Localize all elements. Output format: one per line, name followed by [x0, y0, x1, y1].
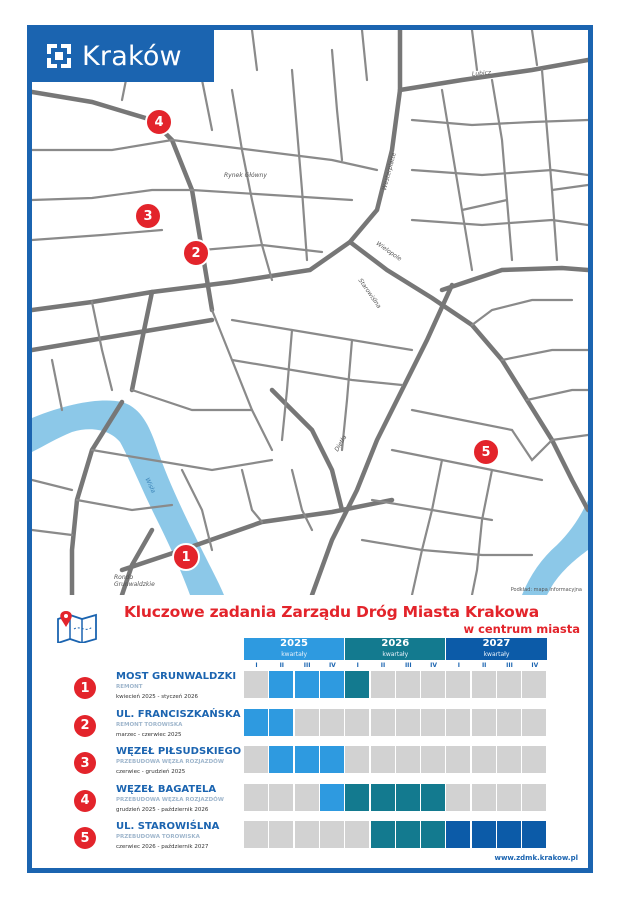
task-subtitle: PRZEBUDOWA TOROWISKA — [116, 834, 200, 840]
schedule-cell — [396, 746, 420, 773]
map-marker-1[interactable]: 1 — [172, 543, 200, 571]
schedule-cell-active — [421, 784, 445, 811]
task-dates: czerwiec 2026 - październik 2027 — [116, 844, 209, 850]
river-right — [522, 500, 588, 595]
quarter-label: II — [279, 662, 285, 669]
schedule-cell — [396, 671, 420, 698]
schedule-cell — [522, 746, 546, 773]
poster — [27, 25, 593, 873]
schedule-cell — [446, 746, 470, 773]
schedule-cell-active — [396, 821, 420, 848]
task-name: UL. FRANCISZKAŃSKA — [116, 708, 241, 720]
schedule-cell — [421, 671, 445, 698]
schedule-cell — [497, 746, 521, 773]
schedule-cell — [497, 784, 521, 811]
street-label-lubicz: Lubicz — [471, 69, 492, 78]
schedule-cell-active — [345, 784, 369, 811]
map-folded-icon — [54, 609, 100, 647]
schedule-cell-active — [345, 671, 369, 698]
quarters-word: kwartały — [382, 651, 409, 658]
schedule-cell — [345, 746, 369, 773]
schedule-cell — [269, 821, 293, 848]
schedule-cell — [522, 784, 546, 811]
logo-text: Kraków — [82, 40, 182, 72]
schedule-cell — [295, 784, 319, 811]
task-number-badge: 5 — [74, 827, 96, 849]
map-marker-3[interactable]: 3 — [134, 202, 162, 230]
schedule-cell — [371, 709, 395, 736]
schedule-cell-active — [320, 784, 344, 811]
task-subtitle: REMONT — [116, 684, 143, 690]
schedule-cell-active — [320, 746, 344, 773]
schedule-cell-active — [396, 784, 420, 811]
website-link[interactable]: www.zdmk.krakow.pl — [494, 854, 578, 862]
map-marker-5[interactable]: 5 — [472, 438, 500, 466]
year-label: 2026 — [381, 638, 410, 649]
task-dates: czerwiec - grudzień 2025 — [116, 769, 186, 775]
task-number-badge: 3 — [74, 752, 96, 774]
street-label-rynek: Rynek Główny — [224, 172, 267, 179]
task-number-badge: 4 — [74, 790, 96, 812]
quarter-label: I — [255, 662, 258, 669]
schedule-cell — [244, 784, 268, 811]
schedule-cell-active — [522, 821, 546, 848]
schedule-cell-active — [421, 821, 445, 848]
quarter-label: IV — [328, 662, 336, 669]
quarter-label: III — [303, 662, 311, 669]
schedule-cell-active — [295, 746, 319, 773]
year-header-2 — [446, 638, 546, 660]
schedule-cell — [497, 671, 521, 698]
quarter-label: I — [457, 662, 460, 669]
schedule-cell — [522, 709, 546, 736]
schedule-cell — [396, 709, 420, 736]
street-label-wielopole: Wielopole — [374, 240, 403, 263]
schedule-cell — [371, 746, 395, 773]
task-name: WĘZEŁ BAGATELA — [116, 783, 217, 795]
schedule-cell — [244, 671, 268, 698]
schedule-cell — [472, 746, 496, 773]
schedule-cell — [244, 746, 268, 773]
task-name: WĘZEŁ PIŁSUDSKIEGO — [116, 746, 242, 757]
schedule-cell — [295, 821, 319, 848]
quarter-label: III — [404, 662, 412, 669]
schedule-cell — [345, 709, 369, 736]
schedule-cell — [320, 709, 344, 736]
map-credit: Podkład: mapa informacyjna — [510, 587, 582, 593]
task-name: UL. STAROWIŚLNA — [116, 821, 220, 832]
street-label-dietla: Dietla — [333, 434, 349, 453]
schedule-cell-active — [446, 821, 470, 848]
schedule-cell — [295, 709, 319, 736]
quarters-word: kwartały — [281, 651, 307, 658]
panel-title: Kluczowe zadania Zarządu Dróg Miasta Krakowa — [124, 603, 540, 621]
quarter-label: II — [481, 662, 487, 669]
schedule-cell — [446, 784, 470, 811]
schedule-cell-active — [269, 671, 293, 698]
quarter-label: III — [506, 662, 513, 669]
city-map[interactable] — [32, 30, 588, 595]
quarter-label: I — [356, 662, 359, 669]
street-label-wisla: Wisła — [143, 476, 157, 495]
schedule-cell — [472, 671, 496, 698]
schedule-cell-active — [295, 671, 319, 698]
quarter-label: IV — [430, 662, 438, 669]
krakow-logo — [32, 30, 214, 82]
schedule-cell-active — [371, 784, 395, 811]
year-label: 2025 — [280, 638, 309, 649]
schedule-cell-active — [269, 709, 293, 736]
street-label-starowislna: Starowiślna — [356, 277, 383, 310]
map-marker-4[interactable]: 4 — [145, 108, 173, 136]
schedule-cell — [371, 671, 395, 698]
schedule-cell — [446, 709, 470, 736]
schedule-cell — [472, 709, 496, 736]
task-dates: kwiecień 2025 - styczeń 2026 — [116, 694, 199, 700]
schedule-cell-active — [472, 821, 496, 848]
schedule-cell — [345, 821, 369, 848]
task-number-badge: 1 — [74, 677, 96, 699]
schedule-cell — [472, 784, 496, 811]
schedule-panel — [32, 595, 588, 868]
year-header-1 — [345, 638, 445, 660]
schedule-cell-active — [244, 709, 268, 736]
task-number-badge: 2 — [74, 715, 96, 737]
schedule-cell — [421, 746, 445, 773]
schedule-cell-active — [320, 671, 344, 698]
schedule-cell — [244, 821, 268, 848]
map-roads — [32, 30, 588, 595]
street-label-westerplatte: Westerplatte — [381, 151, 398, 192]
schedule-cell — [497, 709, 521, 736]
task-dates: marzec - czerwiec 2025 — [116, 731, 182, 738]
street-label-rondo: Rondo Grunwaldzkie — [114, 574, 155, 588]
task-name: MOST GRUNWALDZKI — [116, 671, 237, 682]
quarters-word: kwartały — [483, 651, 510, 658]
schedule-cell-active — [371, 821, 395, 848]
task-subtitle: PRZEBUDOWA WĘZŁA ROZJAZDÓW — [116, 759, 224, 765]
task-dates: grudzień 2025 - październik 2026 — [116, 806, 209, 813]
quarter-label: II — [380, 662, 386, 669]
task-subtitle: REMONT TOROWISKA — [116, 721, 183, 728]
city-crest-icon — [46, 43, 72, 69]
schedule-cell-active — [497, 821, 521, 848]
schedule-cell-active — [269, 746, 293, 773]
quarter-label: IV — [531, 662, 539, 669]
panel-subtitle: w centrum miasta — [463, 622, 580, 636]
schedule-cell — [421, 709, 445, 736]
year-header-0 — [244, 638, 344, 660]
schedule-cell — [269, 784, 293, 811]
task-subtitle: PRZEBUDOWA WĘZŁA ROZJAZDÓW — [116, 796, 224, 803]
schedule-cell — [522, 671, 546, 698]
map-marker-2[interactable]: 2 — [182, 239, 210, 267]
schedule-cell — [320, 821, 344, 848]
schedule-cell — [446, 671, 470, 698]
year-label: 2027 — [482, 638, 511, 649]
